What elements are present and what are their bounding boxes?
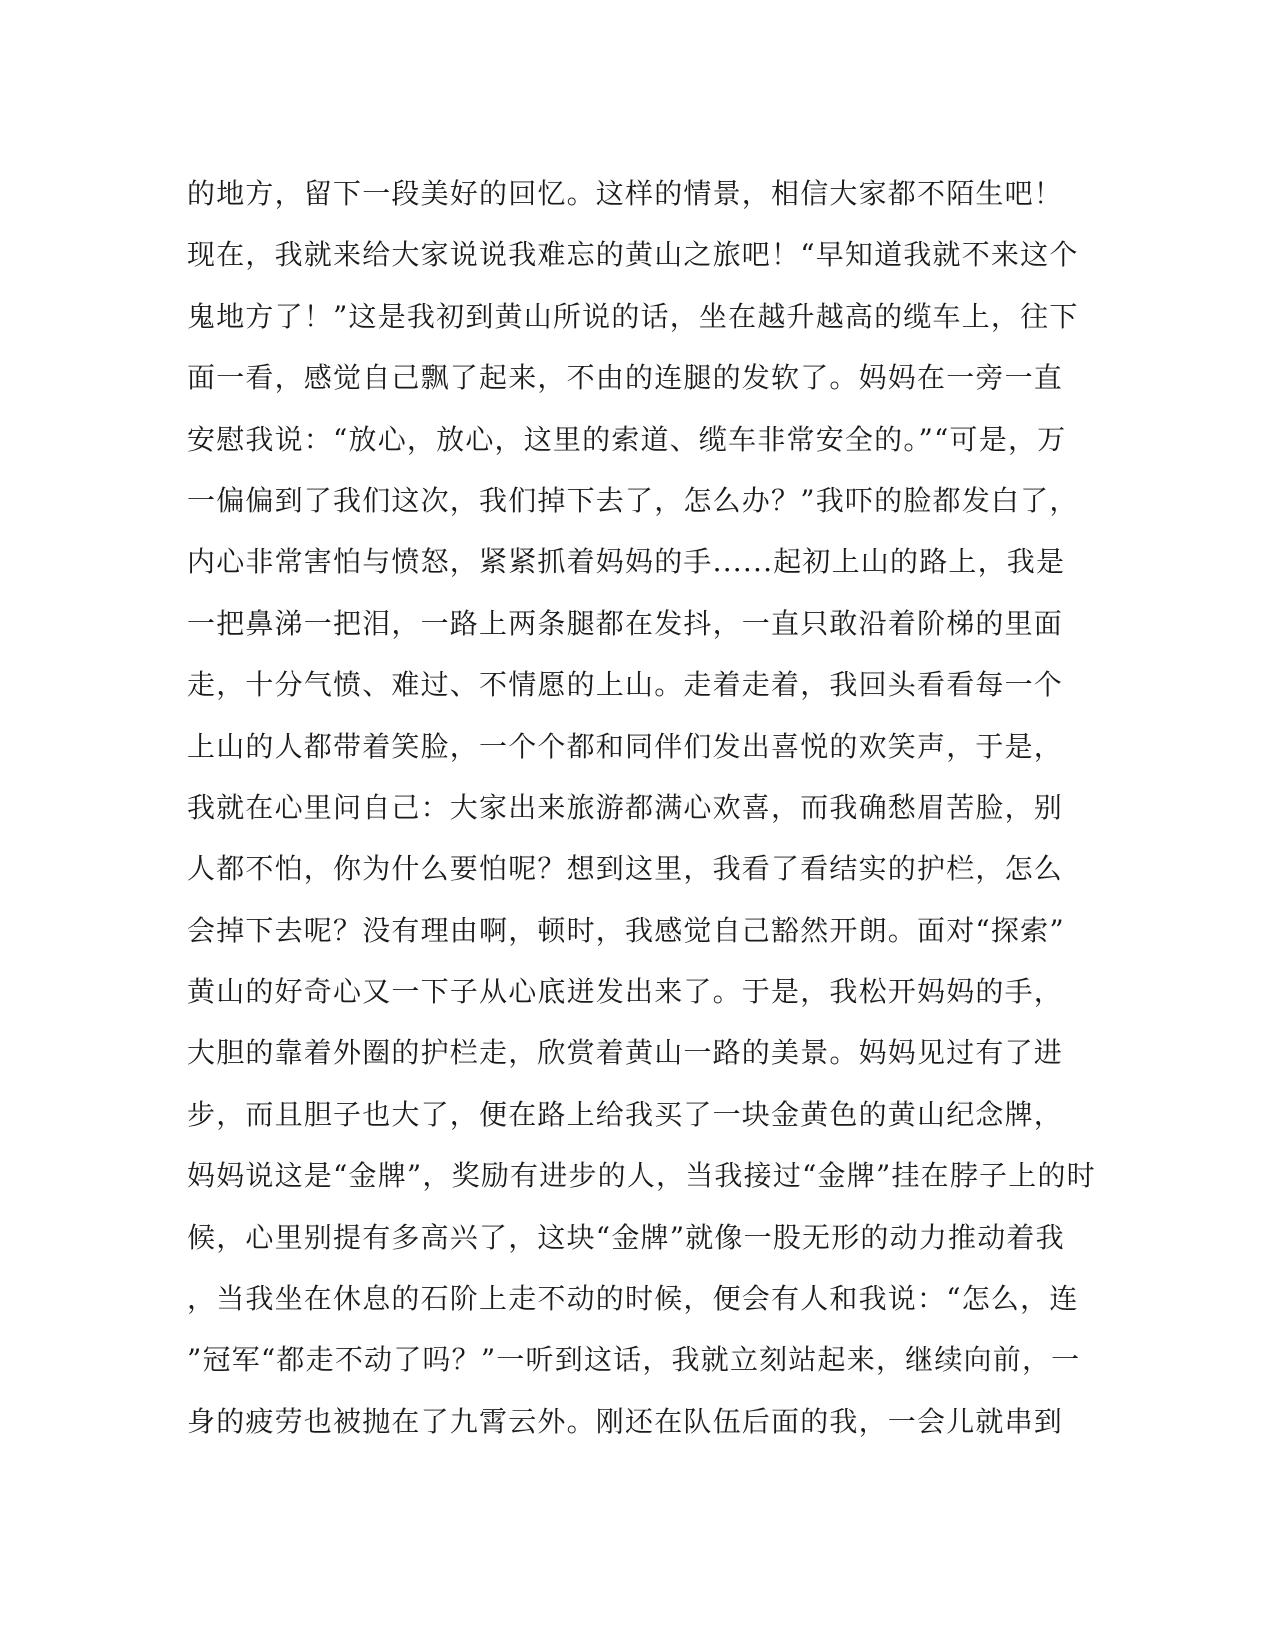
text-line: 大胆的靠着外圈的护栏走，欣赏着黄山一路的美景。妈妈见过有了进: [187, 1036, 1064, 1070]
text-line: 走，十分气愤、难过、不情愿的上山。走着走着，我回头看看每一个: [187, 668, 1064, 702]
text-line: 候，心里别提有多高兴了，这块“金牌”就像一股无形的动力推动着我: [187, 1220, 1065, 1254]
text-line: 面一看，感觉自己飘了起来，不由的连腿的发软了。妈妈在一旁一直: [187, 361, 1064, 395]
text-line: 黄山的好奇心又一下子从心底迸发出来了。于是，我松开妈妈的手，: [187, 975, 1064, 1009]
text-line: 内心非常害怕与愤怒，紧紧抓着妈妈的手......起初上山的路上，我是: [187, 545, 1066, 579]
body-text: [187, 163, 1096, 1452]
text-line: 上山的人都带着笑脸，一个个都和同伴们发出喜悦的欢笑声，于是，: [187, 729, 1064, 763]
text-line: 身的疲劳也被抛在了九霄云外。刚还在队伍后面的我，一会儿就串到: [187, 1404, 1064, 1438]
text-line: 妈妈说这是“金牌”，奖励有进步的人，当我接过“金牌”挂在脖子上的时: [187, 1159, 1096, 1193]
text-line: 人都不怕，你为什么要怕呢？想到这里，我看了看结实的护栏，怎么: [187, 852, 1064, 886]
text-line: 步，而且胆子也大了，便在路上给我买了一块金黄色的黄山纪念牌，: [187, 1097, 1064, 1131]
text-line: 会掉下去呢？没有理由啊，顿时，我感觉自己豁然开朗。面对“探索”: [187, 913, 1065, 947]
text-line: ，当我坐在休息的石阶上走不动的时候，便会有人和我说：“怎么，连: [187, 1282, 1079, 1316]
text-line: ”冠军“都走不动了吗？”一听到这话，我就立刻站起来，继续向前，一: [187, 1343, 1081, 1377]
text-line: 一偏偏到了我们这次，我们掉下去了，怎么办？”我吓的脸都发白了，: [187, 483, 1079, 517]
text-line: 一把鼻涕一把泪，一路上两条腿都在发抖，一直只敢沿着阶梯的里面: [187, 606, 1064, 640]
text-line: 鬼地方了！”这是我初到黄山所说的话，坐在越升越高的缆车上，往下: [187, 299, 1079, 333]
text-line: 的地方，留下一段美好的回忆。这样的情景，相信大家都不陌生吧！: [187, 177, 1064, 210]
text-line: 我就在心里问自己：大家出来旅游都满心欢喜，而我确愁眉苦脸，别: [187, 790, 1064, 824]
text-line: 现在，我就来给大家说说我难忘的黄山之旅吧！“早知道我就不来这个: [187, 238, 1079, 272]
text-line: 安慰我说：“放心，放心，这里的索道、缆车非常安全的。”“可是，万: [187, 422, 1067, 456]
